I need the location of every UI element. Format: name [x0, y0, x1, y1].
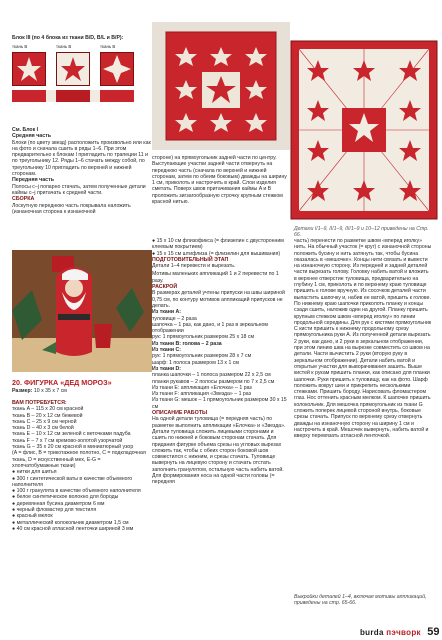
quilt-diagram-svg: [290, 40, 440, 220]
work-text: На одной детали туловища (= передняя часть) по разметке выполнить аппликации «Елочка» и «Звезда». Детали туловища сложить лицевыми сторонами и сшить по нижней и боковым сторонам стачать. Для придания фигурке объема срезы на угловых вырезах сложить так, чтобы с обеих сторон боковой шов совместился с нижним, и срезы стачать. Туловище вывернуть на лицевую сторону и стачать отстать заполнить гранулятом, остальную часть набить ватой. Для формирования носа на одной части головы (= передняя: [152, 416, 286, 486]
assembly-heading: СБОРКА: [12, 196, 35, 203]
material-item: ● 100 г гранулята в качестве объемного наполнителя: [12, 488, 141, 495]
material-item: ● 300 г синтетической ваты в качестве объемного наполнителя: [12, 475, 133, 488]
material-item: ● 40 см красной атласной ленточки шириной 3 мм: [12, 525, 134, 532]
front-part-heading: Передняя часть: [12, 177, 54, 184]
material-item: ткань F – 7 x 7 см кремово-золотой узорчатой: [12, 437, 123, 444]
material-item: ткань C – 25 x 9 см черной: [12, 418, 77, 425]
prep-heading: ПОДГОТОВИТЕЛЬНЫЙ ЭТАП: [152, 256, 229, 263]
cut-line: Из ткани B: голова – 2 раза: [152, 340, 222, 347]
cut-line: рук: 1 прямоугольник размером 28 x 7 см: [152, 353, 252, 360]
motif-text: Мотивы маленьких аппликаций 1 и 2 перевести по 1 разу.: [152, 271, 279, 284]
cut-line: рук: 1 прямоугольник размером 25 x 18 см: [152, 334, 255, 341]
block-label-3: ткань B: [100, 44, 116, 49]
column-3-instructions: часть) перенести по разметке швом «вперед иголку» нить. На обычный участок (= круг) с изнаночной стороны положить бусину и нить затянуть так, чтобы бусина оказалась в «мешочке». Концы нити связать и вывести на изнаночную сторону. Из передней и задней деталей части вырезать голову. Головку набить ватой и вложить в верхнее отверстие туловища, предварительно на глубину 1 см, приколоть и по верхнему краю туловище пришить к голове вручную. Из сосочков деталей части выпастить шапочку и, набив ее ватой, пришить к голове. По нижнему краю шапочки приколоть планку и концы сзади сшить, наложив один на другой. Планку пришить крупным стежком швом «вперед иголку» по линии продольной середины. Для рук с кистями прямоугольник C кисти пришить к нижнему продольному срезу прямоугольника руки A. Из полученной детали вырезать 2 руки, как дано, и 2 руки в зеркальном отображении, при этом линию шва на вырезке совместить со швом на детали. Части вычистить 2 руки (вторую руку в зеркальном отображении). Детали набить ватой и открытые участки для выворачивания зашить. Выше кистей к рукам пришить планки, как описано для планки шапочки. Руки пришить к туловищу, как на фото. Шарф положить вокруг шеи и прикрепить несколькими стежками. Пришить бороду. Нарисовать фломастером глаз. Нос оттенить красным мелком. К шапочке пришить колокольчик. Для мешочка прямоугольник из ткани G сложить поперек лицевой стороной внутрь, боковые срезы стачать. Припуск по верхнему срезу отвернуть дважды на изнаночную сторону на ширину 1 см и настрочить в край. Мешочек вывернуть, набить ватой и вверху перевязать атласной ленточкой.: [294, 238, 432, 440]
cut-line: Из ткани A:: [152, 309, 182, 316]
diagram-caption: Детали I/1–9, II/1–9, III/1–9 и 10–12 приведены на Стр. 66.: [294, 226, 429, 239]
assembly-continuation: стороне) на прямоугольник задней части по центру. Выступающие участки задней части отвернуть на переднюю часть (сначала по верхней и нижней сторонам, затем по обеим боковым) дважды на ширину 1 см, приколоть и настрочить в край. Слои изделия сметать. Поверх швов притачивания каймы A и B проложить зигзагообразную строчку крупным стежком красной нитью.: [152, 155, 287, 206]
star-block-1: [12, 52, 46, 86]
materials-list: [12, 400, 146, 532]
figure-size-value: 10 x 35 x 7 см: [33, 388, 67, 394]
column-1-top: [12, 127, 152, 215]
material-item: ● металлический колокольчик диаметром 1,5 см: [12, 519, 129, 526]
block-diagrams: [10, 44, 160, 104]
figure-title: 20. ФИГУРКА «ДЕД МОРОЗ»: [12, 378, 112, 387]
material-item: ткань A – 115 x 20 см красной: [12, 406, 84, 413]
quilt-diagram: [290, 40, 440, 220]
quilt-illustration: [152, 22, 290, 150]
cut-line: Из ткани E: аппликация «Елочка» – 1 раз: [152, 384, 252, 391]
cut-line: Из ткани G: мешок – 1 прямоугольник размером 30 x 15 см: [152, 397, 287, 410]
material-item: (A = флис, B = трикотажное полотно, C = подкладочная ткань, D = искусственный мех, E-G = хлопчатобумажные ткани): [12, 450, 146, 469]
brand-burda: burda: [360, 628, 387, 637]
patterns-note: Выкройки деталей 1–4, включая мотивы аппликаций, приведены на стр. 65-66.: [294, 594, 427, 607]
prep-text: Детали 1–4 перевести и вырезать.: [152, 263, 236, 270]
footer: [360, 622, 440, 640]
material-item: ткань B – 20 x 12 см бежевой: [12, 412, 83, 419]
cut-line: В размерах деталей учтены припуски на швы шириной 0,75 см, по контуру мотивов аппликаций припусков не делать.: [152, 290, 285, 309]
cut-line: Из ткани C:: [152, 347, 182, 354]
material-item: ткань D – 40 x 3 см белой: [12, 425, 74, 432]
footer-brand: [360, 628, 421, 637]
extra-material: ● 15 x 15 см штифлиза (= флизелин для вышивания): [152, 250, 281, 257]
cut-line: туловище – 2 раза: [152, 315, 197, 322]
quilt-photo: [152, 22, 290, 150]
cut-line: Из ткани D:: [152, 365, 182, 372]
material-item: ● нитки для шитья: [12, 469, 57, 476]
brand-patchwork: пэчворк: [386, 628, 421, 637]
cut-line: шапочка – 1 раз, как дано, и 1 раз в зеркальном отображении: [152, 321, 268, 335]
block-1-ref: См. Блок I: [12, 127, 39, 133]
block-header: Блок III (по 4 блока из ткани B/D, B/L и B/P):: [12, 35, 124, 41]
material-item: ● белое синтетическое волокно для бороды: [12, 494, 119, 501]
middle-part-heading: Средняя часть: [12, 133, 52, 140]
star-block-3: [100, 52, 134, 86]
column-2-instructions: [152, 238, 288, 486]
figure-size-label: Размер:: [12, 388, 33, 394]
block-label-1: ткань B: [12, 44, 28, 49]
santa-illustration: [12, 250, 152, 372]
material-item: ● красный мелок: [12, 513, 53, 520]
materials-heading: ВАМ ПОТРЕБУЕТСЯ:: [12, 400, 67, 406]
material-item: ткань G – 35 x 20 см красной в миниатюрный узор: [12, 444, 134, 451]
cut-line: Из ткани F: аппликация «Звезда» – 1 раз: [152, 391, 251, 398]
middle-part-text: Блоки (по цвету звезд) расположить произвольно или как на фото и сначала сшить в ряды 1–6. При этом предварительно к блокам I пригладить по трапеции 11 и по треугольнику 12. Ряды 1–6 стачать между собой, по треугольнику 10 пригладить по верхней и нижней сторонам.: [12, 139, 151, 178]
santa-photo: [12, 250, 152, 372]
star-block-4: [12, 90, 134, 102]
material-item: ткань E – 10 x 12 см зеленой с веточками падуба: [12, 431, 131, 438]
material-item: ● деревянная бусина диаметром 6 мм: [12, 500, 105, 507]
block-label-2: ткань B: [56, 44, 72, 49]
extra-material: ● 15 x 10 см флизофикса (= флизелин с двусторонним клеевым покрытием): [152, 238, 284, 251]
work-heading: ОПИСАНИЕ РАБОТЫ: [152, 410, 208, 417]
cut-line: шарф: 1 полоса размером 13 x 1 см: [152, 359, 239, 366]
front-part-text: Полосы с–j попарно стачать, затем полученные детали каймы с–j притачать к средней части.: [12, 183, 146, 196]
star-block-2: [56, 52, 90, 86]
cut-line: планка шапочки – 1 полоса размером 22 x 2,5 см: [152, 372, 271, 379]
material-item: ● черный фломастер для текстиля: [12, 507, 97, 514]
page-number: 59: [427, 626, 440, 638]
cut-line: планки рукавов – 2 полосы размером по 7 x 2,5 см: [152, 378, 275, 385]
assembly-text: Лоскутную переднюю часть покрывала наложить (изнаночная сторона к изнаночной: [12, 202, 131, 215]
cut-heading: РАСКРОЙ: [152, 284, 178, 291]
figure-size: [12, 388, 67, 394]
